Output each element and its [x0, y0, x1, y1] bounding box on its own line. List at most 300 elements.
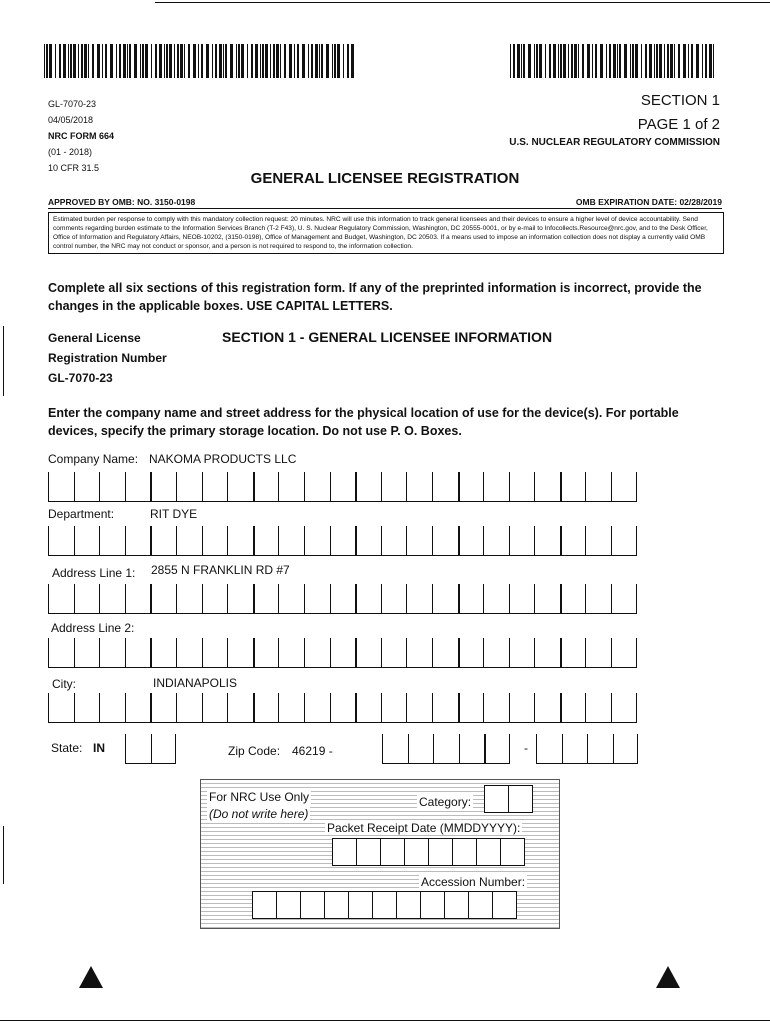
category-boxes [485, 785, 533, 813]
barcode-bar [177, 44, 179, 78]
company-name-label: Company Name: [48, 452, 139, 466]
char-box[interactable] [509, 472, 535, 502]
zip-boxes[interactable] [382, 734, 510, 764]
char-box[interactable] [330, 693, 356, 723]
barcode-bar [198, 44, 199, 78]
barcode-bar [44, 44, 45, 78]
barcode-bar [169, 44, 172, 78]
form-revision: (01 - 2018) [48, 147, 93, 157]
packet-receipt-date-label: Packet Receipt Date (MMDDYYYY): [327, 821, 521, 835]
char-box[interactable] [536, 734, 562, 764]
bottom-rule [0, 1020, 770, 1021]
cfr-reference: 10 CFR 31.5 [48, 163, 100, 173]
barcode-bar [63, 44, 66, 78]
nrc-char-box [252, 891, 277, 919]
barcode-bar [635, 44, 638, 78]
char-box[interactable] [432, 638, 458, 668]
char-box[interactable] [176, 472, 202, 502]
barcode-bar [127, 44, 128, 78]
barcode-bar [332, 44, 333, 78]
char-box[interactable] [483, 693, 509, 723]
barcode-bar [276, 44, 279, 78]
barcode-bar [188, 44, 190, 78]
registration-number: GL-7070-23 [48, 371, 113, 385]
barcode-bar [691, 44, 693, 78]
barcode-bar [688, 44, 689, 78]
barcode-bar [315, 44, 318, 78]
barcode-bar [270, 44, 271, 78]
char-box[interactable] [253, 638, 279, 668]
char-box[interactable] [125, 526, 151, 556]
char-box[interactable] [382, 734, 408, 764]
char-box[interactable] [330, 526, 356, 556]
nrc-char-box [380, 838, 405, 866]
char-box[interactable] [74, 638, 100, 668]
char-box[interactable] [509, 693, 535, 723]
agency-name: U.S. NUCLEAR REGULATORY COMMISSION [509, 137, 720, 148]
barcode-bar [155, 44, 157, 78]
char-box[interactable] [355, 638, 381, 668]
barcode-bar [102, 44, 103, 78]
barcode-bar [667, 44, 669, 78]
char-box[interactable] [562, 734, 588, 764]
barcode-bar [110, 44, 113, 78]
char-box[interactable] [125, 638, 151, 668]
char-box[interactable] [534, 526, 560, 556]
char-box[interactable] [74, 693, 100, 723]
barcode-bar [560, 44, 562, 78]
char-box[interactable] [202, 472, 228, 502]
margin-mark [3, 326, 4, 396]
char-box[interactable] [48, 584, 74, 614]
form-name: NRC FORM 664 [48, 131, 115, 141]
char-box[interactable] [150, 526, 176, 556]
barcode-bar [574, 44, 577, 78]
char-box[interactable] [227, 693, 253, 723]
barcode-bar [255, 44, 258, 78]
barcode-bar [164, 44, 165, 78]
nrc-use-only-label: For NRC Use Only [209, 790, 310, 804]
company-name-boxes[interactable] [48, 472, 637, 502]
char-box[interactable] [202, 693, 228, 723]
char-box[interactable] [48, 526, 74, 556]
char-box[interactable] [432, 693, 458, 723]
barcode-bar [215, 44, 217, 78]
char-box[interactable] [560, 472, 586, 502]
char-box[interactable] [611, 638, 637, 668]
char-box[interactable] [330, 472, 356, 502]
char-box[interactable] [509, 584, 535, 614]
char-box[interactable] [459, 734, 485, 764]
char-box[interactable] [227, 638, 253, 668]
char-box[interactable] [408, 734, 434, 764]
char-box[interactable] [74, 526, 100, 556]
barcode-bar [632, 44, 634, 78]
barcode-bar [206, 44, 209, 78]
char-box[interactable] [74, 472, 100, 502]
barcode-bar [142, 44, 144, 78]
barcode-bar [563, 44, 566, 78]
char-box[interactable] [585, 526, 611, 556]
registration-label-2: Registration Number [48, 351, 167, 365]
char-box[interactable] [560, 693, 586, 723]
char-box[interactable] [585, 638, 611, 668]
char-box[interactable] [534, 638, 560, 668]
char-box[interactable] [458, 638, 484, 668]
char-box[interactable] [125, 693, 151, 723]
char-box[interactable] [253, 526, 279, 556]
barcode-bar [553, 44, 556, 78]
barcode-bar [319, 44, 320, 78]
barcode-bar [606, 44, 607, 78]
barcode-bar [347, 44, 349, 78]
barcode-bar [70, 44, 72, 78]
barcode-bar [670, 44, 673, 78]
char-box[interactable] [355, 584, 381, 614]
barcode-bar [116, 44, 117, 78]
barcode-bar [129, 44, 131, 78]
char-box[interactable] [304, 472, 330, 502]
barcode-bar [617, 44, 618, 78]
barcode-bar [630, 44, 631, 78]
nrc-char-box [348, 891, 373, 919]
barcode-bar [696, 44, 699, 78]
char-box[interactable] [99, 693, 125, 723]
char-box[interactable] [458, 584, 484, 614]
city-label: City: [52, 677, 76, 691]
address-line-1-value: 2855 N FRANKLIN RD #7 [151, 563, 290, 577]
barcode-bar [568, 44, 569, 78]
barcode-bar [334, 44, 336, 78]
barcode-bar [337, 44, 340, 78]
char-box[interactable] [125, 584, 151, 614]
char-box[interactable] [304, 638, 330, 668]
accession-number-label: Accession Number: [421, 875, 526, 889]
barcode-bar [273, 44, 275, 78]
char-box[interactable] [176, 526, 202, 556]
barcode-bar [140, 44, 141, 78]
barcode-bar [134, 44, 137, 78]
char-box[interactable] [150, 693, 176, 723]
address-line-1-label: Address Line 1: [52, 566, 136, 580]
char-box[interactable] [48, 693, 74, 723]
barcode-bar [600, 44, 603, 78]
omb-line [48, 197, 722, 209]
char-box[interactable] [406, 472, 432, 502]
char-box[interactable] [406, 584, 432, 614]
char-box[interactable] [484, 734, 510, 764]
char-box[interactable] [278, 526, 304, 556]
char-box[interactable] [355, 526, 381, 556]
char-box[interactable] [150, 638, 176, 668]
barcode-bar [558, 44, 559, 78]
char-box[interactable] [99, 638, 125, 668]
barcode-bar [201, 44, 203, 78]
barcode-bar [702, 44, 703, 78]
barcode-bar [578, 44, 579, 78]
char-box[interactable] [611, 526, 637, 556]
barcode-bar [251, 44, 253, 78]
barcode-bar [659, 44, 662, 78]
registration-mark-right [656, 966, 680, 988]
barcode-bar [311, 44, 313, 78]
department-value: RIT DYE [150, 507, 198, 521]
char-box[interactable] [202, 526, 228, 556]
char-box[interactable] [330, 584, 356, 614]
barcode-bar [294, 44, 295, 78]
barcode-bar [641, 44, 642, 78]
barcode-bar [119, 44, 121, 78]
char-box[interactable] [483, 526, 509, 556]
city-boxes[interactable] [48, 693, 637, 723]
char-box[interactable] [509, 526, 535, 556]
char-box[interactable] [355, 472, 381, 502]
char-box[interactable] [534, 584, 560, 614]
header-left-block [48, 96, 114, 176]
barcode-bar [151, 44, 152, 78]
char-box[interactable] [560, 584, 586, 614]
char-box[interactable] [509, 638, 535, 668]
char-box[interactable] [330, 638, 356, 668]
state-value: IN [93, 741, 105, 755]
gl-code: GL-7070-23 [48, 99, 97, 109]
char-box[interactable] [278, 693, 304, 723]
barcode-bar [613, 44, 616, 78]
char-box[interactable] [99, 584, 125, 614]
form-date: 04/05/2018 [48, 115, 94, 125]
omb-expiration: OMB EXPIRATION DATE: 02/28/2019 [575, 197, 722, 207]
barcode-bar [159, 44, 162, 78]
barcode-bar [645, 44, 647, 78]
nrc-char-box [452, 838, 477, 866]
barcode-bar [654, 44, 655, 78]
char-box[interactable] [125, 734, 151, 764]
barcode-bar [302, 44, 305, 78]
instructions-address: Enter the company name and street address for the physical location of use for the device(s). For portable devices, specify the primary storage location. Do not use P. O. Boxes. [48, 406, 679, 438]
barcode-bar [184, 44, 185, 78]
char-box[interactable] [176, 693, 202, 723]
char-box[interactable] [278, 638, 304, 668]
char-box[interactable] [99, 526, 125, 556]
nrc-char-box [420, 891, 445, 919]
barcode-bar [683, 44, 686, 78]
barcode-left [44, 44, 358, 78]
char-box[interactable] [381, 693, 407, 723]
char-box[interactable] [432, 584, 458, 614]
barcode-bar [664, 44, 665, 78]
barcode-bar [223, 44, 224, 78]
char-box[interactable] [227, 472, 253, 502]
address-line-2-boxes[interactable] [48, 638, 637, 668]
barcode-bar [321, 44, 323, 78]
barcode-bar [619, 44, 621, 78]
char-box[interactable] [304, 526, 330, 556]
zip-plus4-boxes[interactable] [536, 734, 638, 764]
char-box[interactable] [253, 693, 279, 723]
char-box[interactable] [433, 734, 459, 764]
char-box[interactable] [74, 584, 100, 614]
barcode-bar [212, 44, 213, 78]
char-box[interactable] [560, 638, 586, 668]
barcode-bar [545, 44, 546, 78]
barcode-bar [236, 44, 237, 78]
address-line-1-boxes[interactable] [48, 584, 637, 614]
registration-label-1: General License [48, 331, 141, 345]
barcode-bar [595, 44, 597, 78]
barcode-bar [549, 44, 551, 78]
char-box[interactable] [483, 638, 509, 668]
char-box[interactable] [278, 472, 304, 502]
char-box[interactable] [125, 472, 151, 502]
char-box[interactable] [176, 584, 202, 614]
nrc-use-only-box [200, 779, 560, 929]
nrc-char-box [492, 891, 517, 919]
char-box[interactable] [611, 584, 637, 614]
state-label: State: [51, 741, 83, 755]
char-box[interactable] [150, 472, 176, 502]
barcode-bar [84, 44, 87, 78]
char-box[interactable] [458, 693, 484, 723]
state-boxes[interactable] [125, 734, 176, 764]
char-box[interactable] [483, 584, 509, 614]
barcode-bar [656, 44, 658, 78]
barcode-bar [174, 44, 175, 78]
char-box[interactable] [381, 472, 407, 502]
char-box[interactable] [151, 734, 177, 764]
char-box[interactable] [585, 584, 611, 614]
char-box[interactable] [483, 472, 509, 502]
char-box[interactable] [99, 472, 125, 502]
char-box[interactable] [304, 693, 330, 723]
barcode-bar [49, 44, 52, 78]
barcode-bar [123, 44, 126, 78]
nrc-char-box [332, 838, 357, 866]
char-box[interactable] [560, 526, 586, 556]
char-box[interactable] [150, 584, 176, 614]
barcode-bar [539, 44, 542, 78]
barcode-bar [105, 44, 107, 78]
nrc-char-box [372, 891, 397, 919]
char-box[interactable] [458, 526, 484, 556]
char-box[interactable] [613, 734, 639, 764]
barcode-bar [592, 44, 593, 78]
char-box[interactable] [253, 472, 279, 502]
char-box[interactable] [227, 584, 253, 614]
nrc-char-box [468, 891, 493, 919]
char-box[interactable] [585, 472, 611, 502]
barcode-bar [326, 44, 329, 78]
barcode-bar [78, 44, 79, 78]
char-box[interactable] [381, 584, 407, 614]
nrc-char-box [508, 785, 533, 813]
barcode-bar [343, 44, 344, 78]
barcode-bar [517, 44, 520, 78]
barcode-bar [73, 44, 76, 78]
page-number: PAGE 1 of 2 [637, 116, 720, 133]
barcode-bar [92, 44, 94, 78]
barcode-bar [709, 44, 712, 78]
barcode-bar [571, 44, 573, 78]
barcode-bar [523, 44, 525, 78]
nrc-char-box [484, 785, 509, 813]
char-box[interactable] [202, 584, 228, 614]
barcode-bar [97, 44, 100, 78]
char-box[interactable] [278, 584, 304, 614]
barcode-bar [351, 44, 354, 78]
barcode-bar [145, 44, 148, 78]
nrc-char-box [500, 838, 525, 866]
nrc-char-box [428, 838, 453, 866]
barcode-bar [713, 44, 714, 78]
barcode-bar [678, 44, 680, 78]
char-box[interactable] [585, 693, 611, 723]
char-box[interactable] [406, 638, 432, 668]
barcode-bar [238, 44, 240, 78]
barcode-bar [609, 44, 611, 78]
char-box[interactable] [432, 526, 458, 556]
nrc-char-box [444, 891, 469, 919]
char-box[interactable] [48, 638, 74, 668]
char-box[interactable] [534, 472, 560, 502]
char-box[interactable] [611, 472, 637, 502]
barcode-bar [674, 44, 675, 78]
char-box[interactable] [227, 526, 253, 556]
char-box[interactable] [611, 693, 637, 723]
barcode-bar [513, 44, 515, 78]
barcode-bar [193, 44, 196, 78]
char-box[interactable] [534, 693, 560, 723]
barcode-bar [528, 44, 531, 78]
burden-statement: Estimated burden per response to comply with this mandatory collection request: 20 minutes. NRC will use this information to track general licensees and their devices to ensure a higher level of device accountability. Send comments regarding burden estimate to the Information Services Branch (T-2 F43), U. S. Nuclear Regulatory Commission, Washington, DC 20555-0001, or by e-mail to Infocollects.Resource@nrc.gov, and to the Desk Officer, Office of Information and Regulatory Affairs, NEOB-10202, (3150-0198), Office of Management and Budget, Washington, DC 20503. If a means used to impose an information collection does not display a currently valid OMB control number, the NRC may not conduct or sponsor, and a person is not required to respond to, the information collection. [48, 212, 724, 254]
barcode-bar [88, 44, 89, 78]
company-name-value: NAKOMA PRODUCTS LLC [149, 452, 297, 466]
char-box[interactable] [48, 472, 74, 502]
barcode-bar [225, 44, 227, 78]
barcode-bar [247, 44, 248, 78]
registration-mark-left [79, 966, 103, 988]
char-box[interactable] [406, 526, 432, 556]
accession-number-boxes [253, 891, 517, 919]
char-box[interactable] [458, 472, 484, 502]
char-box[interactable] [202, 638, 228, 668]
nrc-char-box [476, 838, 501, 866]
char-box[interactable] [587, 734, 613, 764]
char-box[interactable] [381, 638, 407, 668]
barcode-bar [582, 44, 584, 78]
char-box[interactable] [176, 638, 202, 668]
nrc-char-box [324, 891, 349, 919]
department-boxes[interactable] [48, 526, 637, 556]
zip-dash: - [524, 741, 528, 755]
barcode-bar [534, 44, 535, 78]
barcode-bar [284, 44, 286, 78]
nrc-do-not-write-label: (Do not write here) [209, 807, 309, 821]
char-box[interactable] [381, 526, 407, 556]
char-box[interactable] [304, 584, 330, 614]
top-rule [155, 2, 770, 3]
barcode-bar [289, 44, 292, 78]
char-box[interactable] [355, 693, 381, 723]
barcode-bar [536, 44, 538, 78]
section-number: SECTION 1 [640, 92, 720, 109]
char-box[interactable] [406, 693, 432, 723]
char-box[interactable] [432, 472, 458, 502]
zip-label: Zip Code: [228, 744, 281, 758]
char-box[interactable] [253, 584, 279, 614]
city-value: INDIANAPOLIS [153, 676, 238, 690]
section-title: SECTION 1 - GENERAL LICENSEE INFORMATION [222, 329, 553, 345]
barcode-bar [55, 44, 56, 78]
